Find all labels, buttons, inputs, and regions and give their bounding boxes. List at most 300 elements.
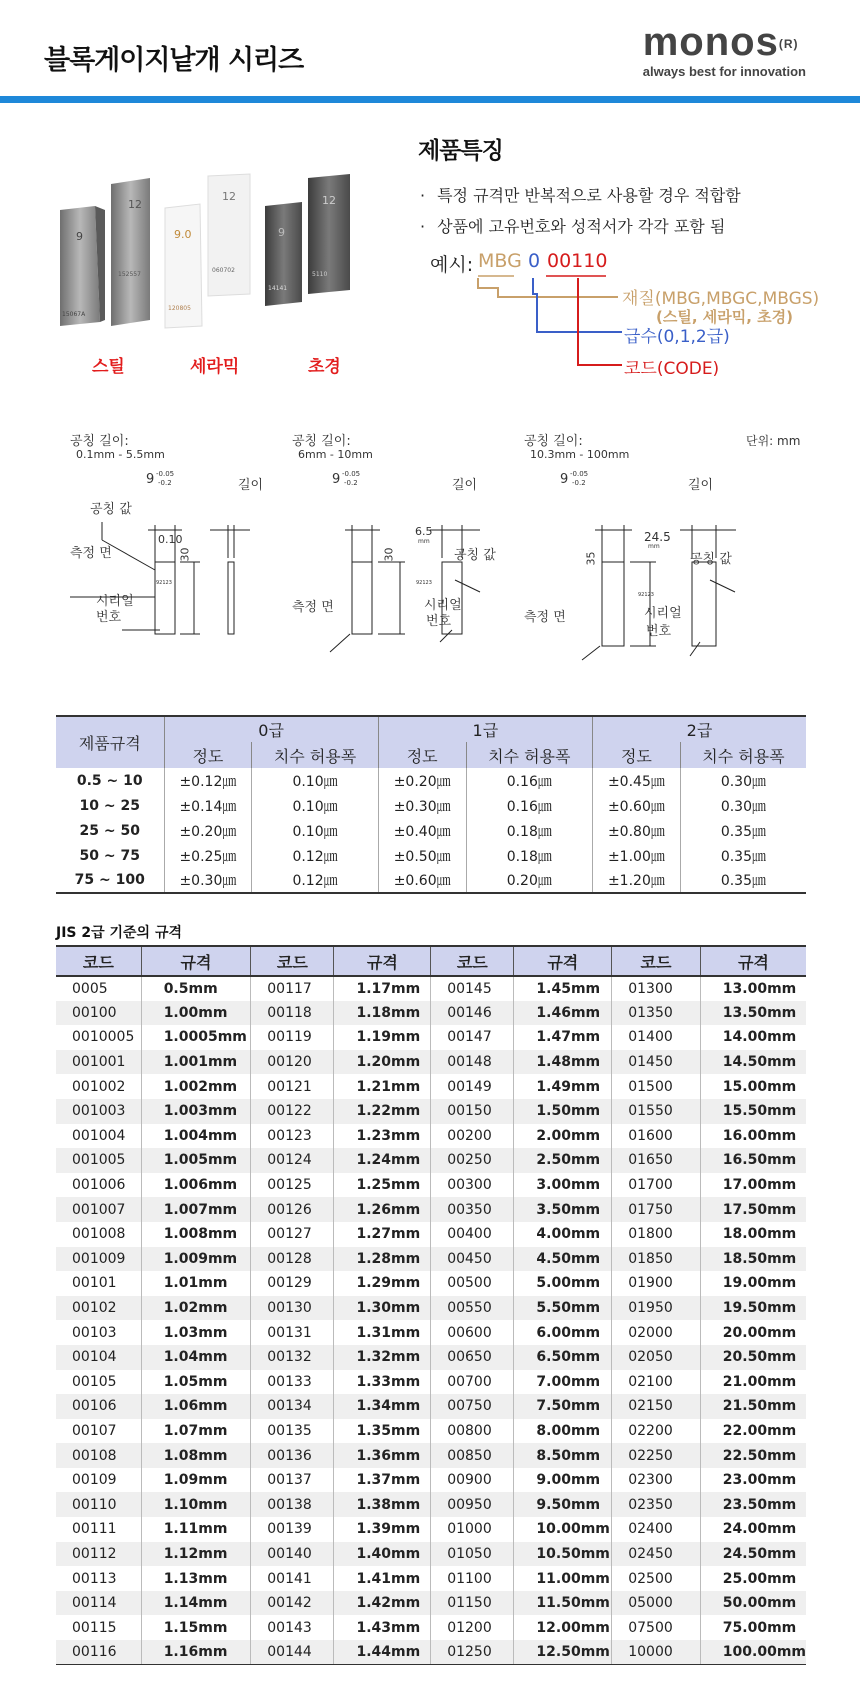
- jis-size-cell: 1.34mm: [334, 1394, 431, 1419]
- jis-code-cell: 01600: [612, 1124, 701, 1149]
- jis-size-cell: 9.50mm: [514, 1492, 612, 1517]
- jis-size-cell: 1.05mm: [141, 1370, 251, 1395]
- jis-header-code: 코드: [612, 946, 701, 976]
- jis-size-cell: 1.32mm: [334, 1345, 431, 1370]
- grade-note: 급수(0,1,2급): [624, 327, 730, 347]
- spec-cell: 0.35㎛: [680, 868, 806, 893]
- jis-size-cell: 100.00mm: [700, 1640, 806, 1665]
- jis-code-cell: 01800: [612, 1222, 701, 1247]
- block-mark-4: 12: [222, 190, 236, 203]
- jis-size-cell: 1.007mm: [141, 1197, 251, 1222]
- jis-code-cell: 01900: [612, 1271, 701, 1296]
- jis-code-cell: 05000: [612, 1591, 701, 1616]
- material-steel: 스틸: [92, 357, 125, 377]
- example-material: MBG: [478, 250, 522, 272]
- spec-size-range: 50 ~ 75: [56, 843, 164, 868]
- jis-code-cell: 00100: [56, 1001, 141, 1026]
- jis-code-cell: 00120: [251, 1050, 334, 1075]
- unit-label: 단위: mm: [746, 434, 801, 448]
- jis-code-cell: 00111: [56, 1517, 141, 1542]
- jis-code-cell: 02300: [612, 1468, 701, 1493]
- spec-row: [56, 818, 806, 843]
- jis-code-cell: 00102: [56, 1296, 141, 1321]
- sub-header: 정도: [164, 742, 252, 768]
- jis-size-cell: 15.50mm: [700, 1099, 806, 1124]
- spec-row: [56, 768, 806, 793]
- jis-size-cell: 1.06mm: [141, 1394, 251, 1419]
- jis-code-cell: 01250: [431, 1640, 514, 1665]
- jis-code-cell: 01550: [612, 1099, 701, 1124]
- code-note: 코드(CODE): [624, 359, 720, 379]
- jis-size-cell: 1.29mm: [334, 1271, 431, 1296]
- jis-code-cell: 00135: [251, 1419, 334, 1444]
- tol-lo-3: -0.2: [572, 479, 586, 487]
- jis-code-cell: 001003: [56, 1099, 141, 1124]
- jis-size-cell: 1.22mm: [334, 1099, 431, 1124]
- jis-size-cell: 75.00mm: [722, 1619, 797, 1636]
- features-title: 제품특징: [418, 138, 503, 164]
- jis-size-cell: 8.50mm: [514, 1443, 612, 1468]
- jis-size-cell: 25.00mm: [722, 1570, 797, 1587]
- value-label-2: 공칭 값: [454, 548, 496, 563]
- jis-code-cell: 00128: [251, 1247, 334, 1272]
- spec-size-range: 0.5 ~ 10: [56, 768, 164, 793]
- spec-size-range: 75 ~ 100: [56, 868, 164, 893]
- jis-code-cell: 10000: [612, 1640, 701, 1665]
- spec-cell: ±0.25㎛: [164, 843, 252, 868]
- mark-unit-3: mm: [648, 543, 660, 550]
- jis-row: [56, 1271, 806, 1296]
- example-label: 예시:: [430, 254, 474, 276]
- jis-size-cell: 1.44mm: [334, 1640, 431, 1665]
- spec-row: [56, 843, 806, 868]
- jis-code-cell: 02250: [612, 1443, 701, 1468]
- jis-code-cell: 00142: [251, 1591, 334, 1616]
- jis-code-cell: 01950: [612, 1296, 701, 1321]
- jis-code-cell: 01750: [612, 1197, 701, 1222]
- jis-code-cell: 00108: [56, 1443, 141, 1468]
- tol-lo-2: -0.2: [344, 479, 358, 487]
- jis-size-cell: 16.50mm: [700, 1148, 806, 1173]
- spec-row: [56, 793, 806, 818]
- block-mark-2: 12: [128, 198, 142, 211]
- jis-code-cell: 001008: [56, 1222, 141, 1247]
- jis-code-cell: 01850: [612, 1247, 701, 1272]
- nominal-range-3: 10.3mm - 100mm: [530, 448, 630, 461]
- face-3: 측정 면: [524, 610, 566, 625]
- width-2: 9: [332, 472, 341, 487]
- jis-code-cell: 00141: [251, 1566, 334, 1591]
- spec-cell: 0.30㎛: [720, 773, 766, 790]
- jis-row: [56, 1099, 806, 1124]
- jis-row: [56, 1492, 806, 1517]
- brand-tagline: always best for innovation: [642, 64, 806, 79]
- jis-row: [56, 1443, 806, 1468]
- dimension-diagram: [60, 430, 820, 690]
- jis-code-cell: 00132: [251, 1345, 334, 1370]
- jis-size-cell: 5.50mm: [514, 1296, 612, 1321]
- mark-3: 24.5: [644, 530, 671, 544]
- nominal-label-2: 공칭 길이:: [292, 434, 351, 449]
- jis-size-cell: 1.45mm: [514, 976, 612, 1001]
- block-mark-6: 12: [322, 194, 336, 207]
- jis-row: [56, 1320, 806, 1345]
- spec-cell: 0.35㎛: [720, 823, 766, 840]
- jis-size-cell: 11.00mm: [514, 1566, 612, 1591]
- grade-0-header: 0급: [164, 716, 378, 742]
- jis-code-cell: 01350: [612, 1001, 701, 1026]
- jis-code-cell: 00139: [251, 1517, 334, 1542]
- jis-size-cell: 0.5mm: [141, 976, 251, 1001]
- jis-row: [56, 1001, 806, 1026]
- jis-code-cell: 00137: [251, 1468, 334, 1493]
- jis-title: JIS 2급 기준의 규격: [56, 925, 183, 941]
- jis-row: [56, 1222, 806, 1247]
- jis-code-cell: 00110: [56, 1492, 141, 1517]
- block-side-1: [228, 562, 234, 634]
- jis-code-cell: 00127: [251, 1222, 334, 1247]
- height-1: 30: [178, 547, 192, 562]
- block-side-3: [692, 562, 716, 646]
- jis-size-cell: 1.08mm: [141, 1443, 251, 1468]
- jis-code-cell: 00150: [431, 1099, 514, 1124]
- jis-row: [56, 1296, 806, 1321]
- block-front-1: [155, 562, 175, 634]
- jis-code-cell: 00131: [251, 1320, 334, 1345]
- jis-size-cell: 1.36mm: [334, 1443, 431, 1468]
- tol-hi-3: -0.05: [570, 470, 589, 478]
- jis-code-cell: 00115: [56, 1615, 141, 1640]
- face-1: 측정 면: [70, 546, 112, 561]
- jis-code-cell: 00800: [431, 1419, 514, 1444]
- jis-code-cell: 00140: [251, 1542, 334, 1567]
- height-2: 30: [382, 547, 396, 562]
- sub-header: 치수 허용폭: [680, 742, 806, 768]
- jis-row: [56, 1124, 806, 1149]
- jis-code-cell: 00147: [431, 1025, 514, 1050]
- jis-size-cell: 20.50mm: [700, 1345, 806, 1370]
- spec-cell: ±0.80㎛: [593, 818, 681, 843]
- jis-code-cell: 02200: [612, 1419, 701, 1444]
- row-header: 제품규격: [56, 716, 164, 768]
- spec-cell: ±0.20㎛: [164, 818, 252, 843]
- jis-size-cell: 1.35mm: [334, 1419, 431, 1444]
- jis-code-cell: 02000: [612, 1320, 701, 1345]
- jis-code-cell: 00143: [251, 1615, 334, 1640]
- serial-no-1: 92123: [156, 580, 172, 586]
- jis-code-cell: 02350: [612, 1492, 701, 1517]
- width-3: 9: [560, 472, 569, 487]
- jis-size-cell: 1.004mm: [141, 1124, 251, 1149]
- jis-code-cell: 00106: [56, 1394, 141, 1419]
- serial-1: 15067A: [62, 311, 86, 318]
- jis-code-cell: 00500: [431, 1271, 514, 1296]
- jis-code-cell: 001004: [56, 1124, 141, 1149]
- jis-header-size: 규격: [334, 946, 431, 976]
- spec-cell: 0.12㎛: [252, 843, 378, 868]
- jis-row: [56, 1468, 806, 1493]
- jis-size-cell: 1.001mm: [141, 1050, 251, 1075]
- jis-size-cell: 1.33mm: [334, 1370, 431, 1395]
- jis-header-code: 코드: [431, 946, 514, 976]
- jis-code-cell: 00138: [251, 1492, 334, 1517]
- jis-size-cell: 15.00mm: [722, 1078, 797, 1095]
- jis-code-cell: 02500: [612, 1566, 701, 1591]
- sub-header: 정도: [378, 742, 466, 768]
- jis-size-cell: 1.46mm: [514, 1001, 612, 1026]
- spec-cell: 0.16㎛: [466, 768, 592, 793]
- spec-row: [56, 868, 806, 893]
- jis-size-cell: 17.00mm: [722, 1177, 797, 1194]
- jis-size-cell: 19.50mm: [700, 1296, 806, 1321]
- jis-code-cell: 02450: [612, 1542, 701, 1567]
- jis-size-cell: 18.50mm: [700, 1247, 806, 1272]
- material-ceramic: 세라믹: [190, 357, 240, 377]
- spec-cell: 0.30㎛: [720, 798, 766, 815]
- jis-code-cell: 00350: [431, 1197, 514, 1222]
- jis-code-cell: 00550: [431, 1296, 514, 1321]
- tol-hi-1: -0.05: [156, 470, 175, 478]
- jis-size-cell: 8.00mm: [514, 1419, 612, 1444]
- tol-hi-2: -0.05: [342, 470, 361, 478]
- jis-size-cell: 1.13mm: [141, 1566, 251, 1591]
- example-grade: 0: [528, 250, 541, 272]
- jis-row: [56, 1640, 806, 1665]
- jis-code-cell: 00119: [251, 1025, 334, 1050]
- block-mark-3: 9.0: [174, 228, 192, 241]
- jis-code-cell: 001005: [56, 1148, 141, 1173]
- product-image: [50, 170, 370, 340]
- spec-cell: ±0.20㎛: [378, 768, 466, 793]
- jis-size-cell: 1.39mm: [334, 1517, 431, 1542]
- jis-code-cell: 00118: [251, 1001, 334, 1026]
- jis-row: [56, 1025, 806, 1050]
- jis-code-cell: 00134: [251, 1394, 334, 1419]
- nominal-range-1: 0.1mm - 5.5mm: [76, 448, 165, 461]
- jis-code-cell: 01500: [612, 1074, 701, 1099]
- jis-code-cell: 00400: [431, 1222, 514, 1247]
- jis-size-cell: 1.28mm: [334, 1247, 431, 1272]
- grade-1-header: 1급: [378, 716, 592, 742]
- jis-code-cell: 00125: [251, 1173, 334, 1198]
- jis-code-cell: 00200: [431, 1124, 514, 1149]
- spec-cell: 0.12㎛: [252, 868, 378, 893]
- jis-row: [56, 976, 806, 1001]
- jis-size-cell: 1.10mm: [141, 1492, 251, 1517]
- jis-size-cell: 1.16mm: [141, 1640, 251, 1665]
- nominal-label-1: 공칭 길이:: [70, 434, 129, 449]
- jis-size-cell: 11.50mm: [514, 1591, 612, 1616]
- spec-cell: ±1.20㎛: [593, 868, 681, 893]
- jis-code-cell: 00101: [56, 1271, 141, 1296]
- jis-code-cell: 00123: [251, 1124, 334, 1149]
- spec-cell: 0.18㎛: [466, 818, 592, 843]
- serial-4: 060702: [212, 267, 235, 274]
- serial-label-3: 시리얼: [644, 606, 682, 621]
- sub-header: 치수 허용폭: [252, 742, 378, 768]
- jis-size-cell: 1.21mm: [334, 1074, 431, 1099]
- jis-row: [56, 1591, 806, 1616]
- spec-cell: ±0.14㎛: [164, 793, 252, 818]
- jis-size-cell: 1.38mm: [334, 1492, 431, 1517]
- serial-no-3: 92123: [638, 592, 654, 598]
- jis-size-cell: 1.12mm: [141, 1542, 251, 1567]
- jis-code-cell: 00126: [251, 1197, 334, 1222]
- jis-code-table: [56, 945, 806, 1665]
- jis-size-cell: 1.48mm: [514, 1050, 612, 1075]
- jis-size-cell: 3.00mm: [514, 1173, 612, 1198]
- serial-label-1b: 번호: [96, 610, 122, 625]
- spec-cell: ±0.30㎛: [164, 868, 252, 893]
- block-mark-5: 9: [278, 226, 285, 239]
- block-mark-1: 9: [76, 230, 83, 243]
- material-sub-note: (스틸, 세라믹, 초경): [656, 308, 793, 326]
- spec-cell: 0.20㎛: [466, 868, 592, 893]
- jis-size-cell: 23.50mm: [700, 1492, 806, 1517]
- spec-cell: ±0.60㎛: [593, 793, 681, 818]
- jis-size-cell: 1.00mm: [141, 1001, 251, 1026]
- spec-cell: ±1.00㎛: [593, 843, 681, 868]
- jis-size-cell: 2.00mm: [514, 1124, 612, 1149]
- jis-header-size: 규격: [141, 946, 251, 976]
- serial-5: 14141: [268, 285, 288, 292]
- jis-code-cell: 0010005: [56, 1025, 141, 1050]
- jis-size-cell: 13.00mm: [722, 980, 797, 997]
- jis-header-code: 코드: [56, 946, 141, 976]
- jis-size-cell: 1.003mm: [141, 1099, 251, 1124]
- jis-row: [56, 1173, 806, 1198]
- jis-size-cell: 1.49mm: [514, 1074, 612, 1099]
- jis-size-cell: 19.00mm: [722, 1275, 797, 1292]
- serial-label-2: 시리얼: [424, 598, 462, 613]
- serial-2: 152557: [118, 271, 141, 278]
- jis-size-cell: 1.50mm: [514, 1099, 612, 1124]
- jis-code-cell: 00130: [251, 1296, 334, 1321]
- jis-header-code: 코드: [251, 946, 334, 976]
- jis-size-cell: 1.42mm: [334, 1591, 431, 1616]
- jis-code-cell: 00144: [251, 1640, 334, 1665]
- jis-code-cell: 00107: [56, 1419, 141, 1444]
- mark-2: 6.5: [415, 525, 433, 538]
- serial-label-2b: 번호: [426, 614, 452, 629]
- jis-size-cell: 1.11mm: [141, 1517, 251, 1542]
- serial-no-2: 92123: [416, 580, 432, 586]
- jis-size-cell: 3.50mm: [514, 1197, 612, 1222]
- jis-code-cell: 00700: [431, 1370, 514, 1395]
- jis-code-cell: 00600: [431, 1320, 514, 1345]
- jis-code-cell: 01400: [612, 1025, 701, 1050]
- feature-item: · 상품에 고유번호와 성적서가 각각 포함 됨: [418, 214, 741, 237]
- jis-code-cell: 00900: [431, 1468, 514, 1493]
- jis-code-cell: 00300: [431, 1173, 514, 1198]
- jis-size-cell: 1.26mm: [334, 1197, 431, 1222]
- serial-3: 120805: [168, 305, 191, 312]
- serial-label-3b: 번호: [646, 624, 672, 639]
- jis-code-cell: 00146: [431, 1001, 514, 1026]
- spec-cell: 0.10㎛: [252, 768, 378, 793]
- jis-size-cell: 1.03mm: [141, 1320, 251, 1345]
- jis-size-cell: 18.00mm: [722, 1226, 797, 1243]
- nominal-label-3: 공칭 길이:: [524, 434, 583, 449]
- jis-code-cell: 01450: [612, 1050, 701, 1075]
- jis-size-cell: 6.00mm: [514, 1320, 612, 1345]
- material-carbide: 초경: [308, 357, 341, 377]
- registered-mark: (R): [778, 37, 799, 51]
- jis-code-cell: 01000: [431, 1517, 514, 1542]
- spec-cell: 0.10㎛: [252, 793, 378, 818]
- jis-code-cell: 001009: [56, 1247, 141, 1272]
- jis-row: [56, 1345, 806, 1370]
- jis-code-cell: 00850: [431, 1443, 514, 1468]
- jis-row: [56, 1247, 806, 1272]
- jis-size-cell: 6.50mm: [514, 1345, 612, 1370]
- jis-size-cell: 1.31mm: [334, 1320, 431, 1345]
- jis-row: [56, 1074, 806, 1099]
- value-label-3: 공칭 값: [690, 552, 732, 567]
- spec-cell: 0.35㎛: [720, 848, 766, 865]
- gauge-blocks-illustration: [50, 170, 370, 340]
- serial-label-1: 시리얼: [96, 594, 134, 609]
- jis-size-cell: 14.50mm: [700, 1050, 806, 1075]
- jis-size-cell: 1.30mm: [334, 1296, 431, 1321]
- jis-code-cell: 00145: [431, 976, 514, 1001]
- jis-size-cell: 12.50mm: [514, 1640, 612, 1665]
- jis-size-cell: 2.50mm: [514, 1148, 612, 1173]
- jis-code-cell: 001002: [56, 1074, 141, 1099]
- jis-size-cell: 1.25mm: [334, 1173, 431, 1198]
- jis-size-cell: 1.41mm: [334, 1566, 431, 1591]
- jis-code-cell: 001001: [56, 1050, 141, 1075]
- jis-code-cell: 00103: [56, 1320, 141, 1345]
- jis-header-size: 규격: [700, 946, 806, 976]
- code-example: [430, 250, 830, 390]
- jis-size-cell: 21.50mm: [700, 1394, 806, 1419]
- nominal-range-2: 6mm - 10mm: [298, 448, 373, 461]
- jis-code-cell: 00121: [251, 1074, 334, 1099]
- grade-spec-table: [56, 715, 806, 894]
- height-3: 35: [584, 551, 598, 566]
- jis-size-cell: 1.43mm: [334, 1615, 431, 1640]
- jis-code-cell: 00124: [251, 1148, 334, 1173]
- jis-code-cell: 00129: [251, 1271, 334, 1296]
- jis-code-cell: 00450: [431, 1247, 514, 1272]
- jis-code-cell: 02100: [612, 1370, 701, 1395]
- spec-cell: 0.18㎛: [466, 843, 592, 868]
- jis-row: [56, 1197, 806, 1222]
- jis-code-cell: 00105: [56, 1370, 141, 1395]
- jis-code-cell: 01100: [431, 1566, 514, 1591]
- jis-code-cell: 07500: [612, 1615, 701, 1640]
- jis-size-cell: 1.20mm: [334, 1050, 431, 1075]
- mark-1: 0.10: [158, 533, 183, 546]
- jis-code-cell: 00650: [431, 1345, 514, 1370]
- spec-cell: ±0.50㎛: [378, 843, 466, 868]
- face-2: 측정 면: [292, 600, 334, 615]
- jis-code-cell: 00133: [251, 1370, 334, 1395]
- jis-code-cell: 00104: [56, 1345, 141, 1370]
- jis-code-cell: 00950: [431, 1492, 514, 1517]
- header: [0, 0, 860, 96]
- jis-code-cell: 00112: [56, 1542, 141, 1567]
- jis-code-cell: 01200: [431, 1615, 514, 1640]
- jis-size-cell: 23.00mm: [722, 1472, 797, 1489]
- jis-size-cell: 9.00mm: [514, 1468, 612, 1493]
- features: [418, 132, 741, 245]
- jis-row: [56, 1542, 806, 1567]
- jis-size-cell: 1.40mm: [334, 1542, 431, 1567]
- brand-logo: [643, 22, 806, 79]
- block-front-3: [602, 562, 624, 646]
